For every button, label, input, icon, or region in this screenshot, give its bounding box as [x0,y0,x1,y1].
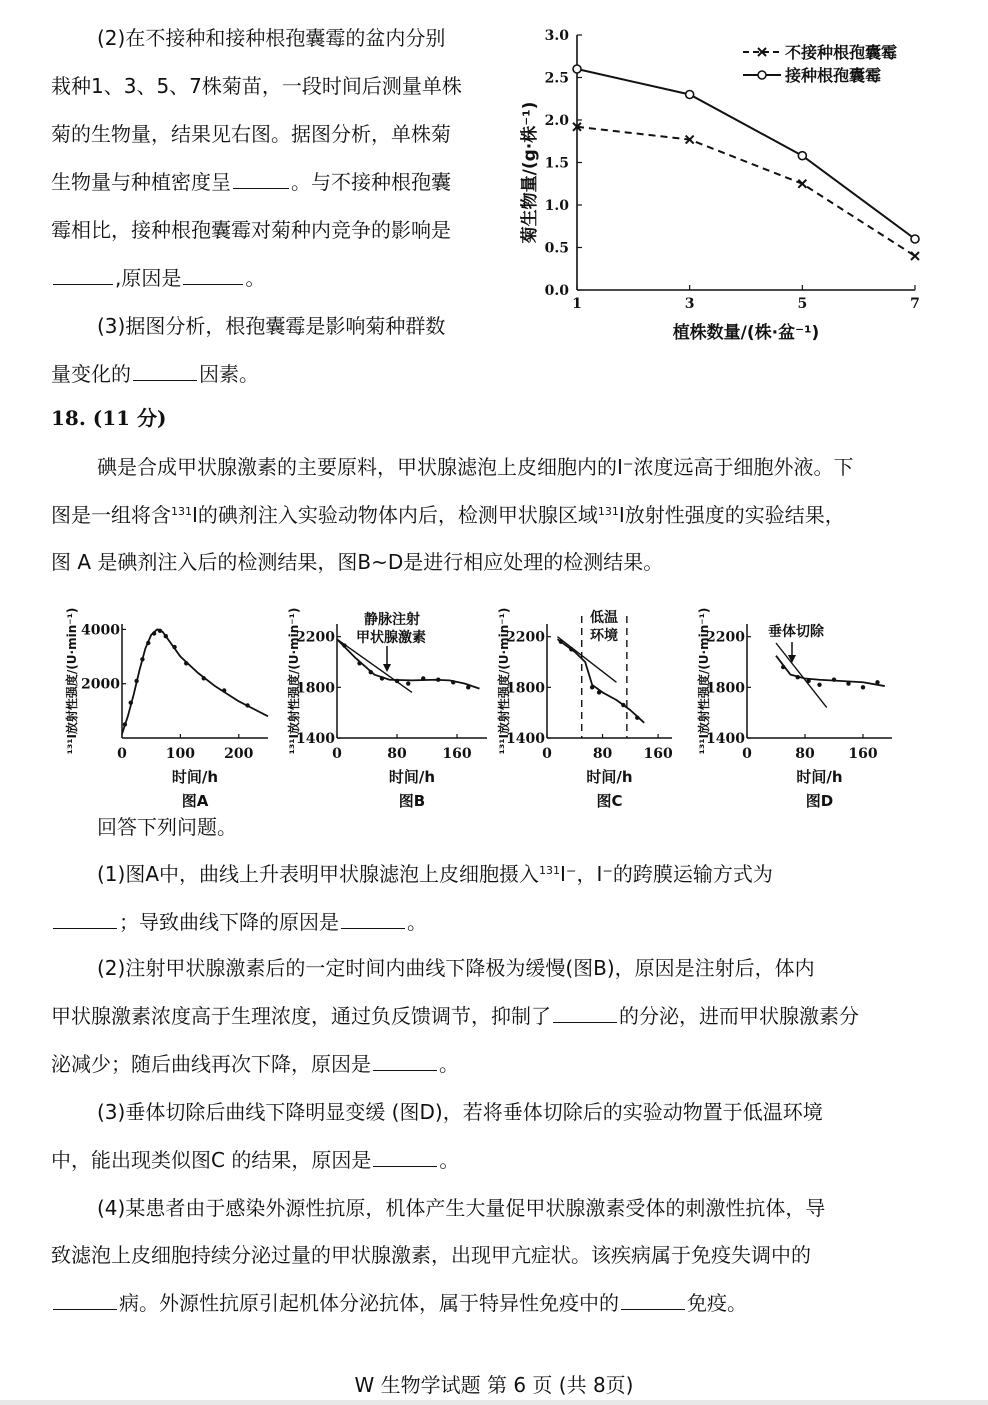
q17-text: 生物量与种植密度呈 [51,170,231,194]
x-tick-label: 3 [684,296,695,312]
y-tick-label: 1.0 [544,198,569,214]
annotation-label: 甲状腺激素 [356,630,426,646]
q18-intro-line3: 图 A 是碘剂注入后的检测结果，图B~D是进行相应处理的检测结果。 [51,550,664,574]
data-point [357,661,361,665]
x-axis-label: 时间/h [171,768,219,786]
y-tick-label: 2.0 [544,113,569,129]
q18-a2-line3 [51,1052,459,1076]
y-tick-label: 2200 [296,629,335,646]
legend-label: 不接种根孢囊霉 [785,43,898,62]
x-tick-label: 0 [742,746,752,762]
data-point [164,634,168,638]
y-axis-label: 菊生物量/(g·株⁻¹) [520,101,540,244]
legend-marker-circle [758,71,766,79]
figure-c-chart [492,596,692,814]
q17-p2-line2: 栽种1、3、5、7株菊苗，一段时间后测量单株 [51,74,462,98]
series-line-2 [577,69,915,239]
y-axis-label: ¹³¹I放射性强度/(U·min⁻¹) [65,607,79,755]
x-tick-label: 200 [224,746,254,762]
y-tick-label: 1400 [706,731,745,747]
data-point [395,679,399,683]
y-tick-label: 1.5 [544,155,569,172]
q17-p2-line6 [51,266,265,290]
data-point [134,679,138,683]
figure-caption: 图D [805,792,834,810]
annotation-label: 垂体切除 [768,624,824,640]
x-axis-label: 时间/h [796,768,843,786]
biomass-line-chart [515,20,935,350]
x-tick-label: 160 [848,746,878,762]
q17-p2-line4 [51,170,451,194]
data-point [861,685,865,689]
x-tick-label: 80 [592,746,613,762]
y-axis-label: ¹³¹I放射性强度/(U·min⁻¹) [697,607,711,755]
legend-label: 接种根孢囊霉 [785,66,882,85]
annotation-arrowhead [383,664,391,672]
data-point [817,683,821,687]
q17-p3-line1: (3)据图分析，根孢囊霉是影响菊种群数 [97,314,446,338]
data-point [796,675,800,679]
data-point [832,678,836,682]
x-tick-label: 1 [572,296,582,312]
data-point-circle [911,235,919,243]
bottom-scroll-bar [0,1400,988,1405]
figure-caption: 图B [398,792,426,810]
figure-b-chart [282,596,492,814]
x-axis-label: 植株数量/(株·盆⁻¹) [672,323,820,343]
q18-text: I⁻，I⁻的跨膜运输方式为 [560,862,773,886]
q18-text: 中，能出现类似图C 的结果，原因是 [51,1148,372,1172]
y-tick-label: 2200 [706,629,745,646]
q18-text: 免疫。 [687,1291,747,1315]
data-point [222,688,226,692]
answer-prompt: 回答下列问题。 [97,815,237,839]
data-point [369,670,373,674]
data-point [380,676,384,680]
q18-a3-line1: (3)垂体切除后曲线下降明显变缓 (图D)，若将垂体切除后的实验动物置于低温环境 [97,1100,823,1124]
annotation-label: 低温 [590,610,618,626]
answer-blank[interactable] [621,1291,685,1310]
y-tick-label: 0.5 [544,240,569,257]
annotation-label: 静脉注射 [364,612,420,628]
data-point-circle [686,91,694,99]
x-tick-label: 80 [387,746,407,762]
data-point [597,690,601,694]
answer-blank[interactable] [553,1004,617,1023]
data-point [436,678,440,682]
q18-text: 泌减少；随后曲线再次下降，原因是 [51,1052,371,1076]
y-tick-label: 4000 [81,622,120,639]
q18-a1-line1 [97,862,773,886]
series-line-1 [577,127,915,256]
q18-a2-line2 [51,1004,859,1028]
data-point [451,680,455,684]
answer-blank[interactable] [341,910,405,929]
q18-a4-line2: 致滤泡上皮细胞持续分泌过量的甲状腺激素，出现甲亢症状。该疾病属于免疫失调中的 [51,1243,811,1267]
x-tick-label: 0 [542,746,552,762]
q18-a1-line2 [51,910,427,934]
q17-p2-line5: 霉相比，接种根孢囊霉对菊种内竞争的影响是 [51,218,451,242]
data-point-circle [798,152,806,160]
q17-p3-line2 [51,362,259,386]
figure-caption: 图C [596,792,623,810]
answer-blank[interactable] [233,170,289,189]
y-tick-label: 1800 [506,680,545,697]
x-tick-label: 80 [795,746,815,762]
q18-a3-line2 [51,1148,459,1172]
data-curve [122,629,268,734]
data-point [406,681,410,685]
data-curve [557,639,644,723]
answer-blank[interactable] [373,1148,437,1167]
y-tick-label: 0.0 [544,283,569,299]
data-point [781,665,785,669]
data-point [146,641,150,645]
data-point [158,629,162,633]
y-tick-label: 1400 [506,731,545,747]
data-point [342,643,346,647]
y-axis-label: ¹³¹I放射性强度/(U·min⁻¹) [287,607,301,755]
q17-text: 因素。 [199,362,259,386]
q18-text: I放射性强度的实验结果， [618,503,845,527]
q18-text: 病。外源性抗原引起机体分泌抗体，属于特异性免疫中的 [119,1291,619,1315]
x-tick-label: 0 [332,746,342,762]
y-tick-label: 2200 [506,629,545,646]
answer-blank[interactable] [53,266,113,285]
answer-blank[interactable] [373,1052,437,1071]
q18-text: 。 [439,1052,459,1076]
figure-d-chart [692,596,902,814]
data-point [140,657,144,661]
data-point [172,645,176,649]
data-point-cross [911,252,919,260]
x-tick-label: 5 [797,296,808,312]
q18-header: 18. (11 分) [51,406,167,430]
data-point [806,679,810,683]
y-tick-label: 1800 [706,680,745,697]
y-tick-label: 1800 [296,680,335,697]
data-point [123,722,127,726]
data-point [559,640,563,644]
data-point [590,685,594,689]
isotope-superscript: 131 [597,505,619,518]
data-point [184,661,188,665]
figure-caption: 图A [181,792,209,810]
q18-a4-line3 [51,1291,747,1315]
y-tick-label: 2.5 [544,70,569,87]
annotation-label: 环境 [590,628,618,644]
answer-blank[interactable] [53,1291,117,1310]
q18-a2-line1: (2)注射甲状腺激素后的一定时间内曲线下降极为缓慢(图B)，原因是注射后，体内 [97,956,815,980]
x-tick-label: 160 [643,746,673,762]
data-point [421,676,425,680]
trend-line [337,639,412,692]
q18-text: 图是一组将含 [51,503,171,527]
x-tick-label: 100 [165,746,196,762]
data-point [466,685,470,689]
data-point [635,716,639,720]
answer-blank[interactable] [53,910,117,929]
data-point [621,703,625,707]
data-point-circle [573,65,581,73]
q18-text: 。 [407,910,427,934]
x-tick-label: 7 [910,296,920,312]
q18-text: 甲状腺激素浓度高于生理浓度，通过负反馈调节，抑制了 [51,1004,551,1028]
isotope-superscript: 131 [539,864,561,877]
data-point [245,703,249,707]
x-tick-label: 160 [442,746,472,762]
data-point [129,701,133,705]
data-point [875,680,879,684]
answer-blank[interactable] [183,266,243,285]
y-tick-label: 3.0 [544,28,569,44]
data-point [569,647,573,651]
q18-intro-line2 [51,503,845,527]
x-axis-label: 时间/h [388,768,436,786]
isotope-superscript: 131 [171,505,192,518]
q17-text: 。与不接种根孢囊 [291,170,451,194]
q18-text: 。 [439,1148,460,1172]
q17-p2-line1: (2)在不接种和接种根孢囊霉的盆内分别 [97,26,446,50]
y-tick-label: 2000 [81,676,120,693]
x-axis-label: 时间/h [586,768,633,786]
q17-text: ,原因是 [115,266,182,290]
q18-intro-line1: 碘是合成甲状腺激素的主要原料，甲状腺滤泡上皮细胞内的I⁻浓度远高于细胞外液。下 [97,455,854,479]
trend-line [776,643,827,708]
q17-text: 量变化的 [51,362,131,386]
q17-p2-line3: 菊的生物量，结果见右图。据图分析，单株菊 [51,122,451,146]
q17-text: 。 [245,266,266,290]
y-tick-label: 1400 [296,731,335,747]
page-footer: W 生物学试题 第 6 页 (共 8页) [354,1373,634,1397]
q18-text: I的碘剂注入实验动物体内后，检测甲状腺区域 [192,503,598,527]
q18-text: ；导致曲线下降的原因是 [119,910,339,934]
data-point [846,681,850,685]
figure-a-chart [60,596,275,814]
data-point [202,676,206,680]
q18-text: 的分泌，进而甲状腺激素分 [619,1004,859,1028]
q18-a4-line1: (4)某患者由于感染外源性抗原，机体产生大量促甲状腺激素受体的刺激性抗体，导 [97,1196,826,1220]
data-point [152,631,156,635]
y-axis-label: ¹³¹I放射性强度/(U·min⁻¹) [497,607,511,755]
data-point-cross [798,180,806,188]
x-tick-label: 0 [117,746,127,762]
q18-text: (1)图A中，曲线上升表明甲状腺滤泡上皮细胞摄入 [97,862,540,886]
answer-blank[interactable] [133,362,197,381]
